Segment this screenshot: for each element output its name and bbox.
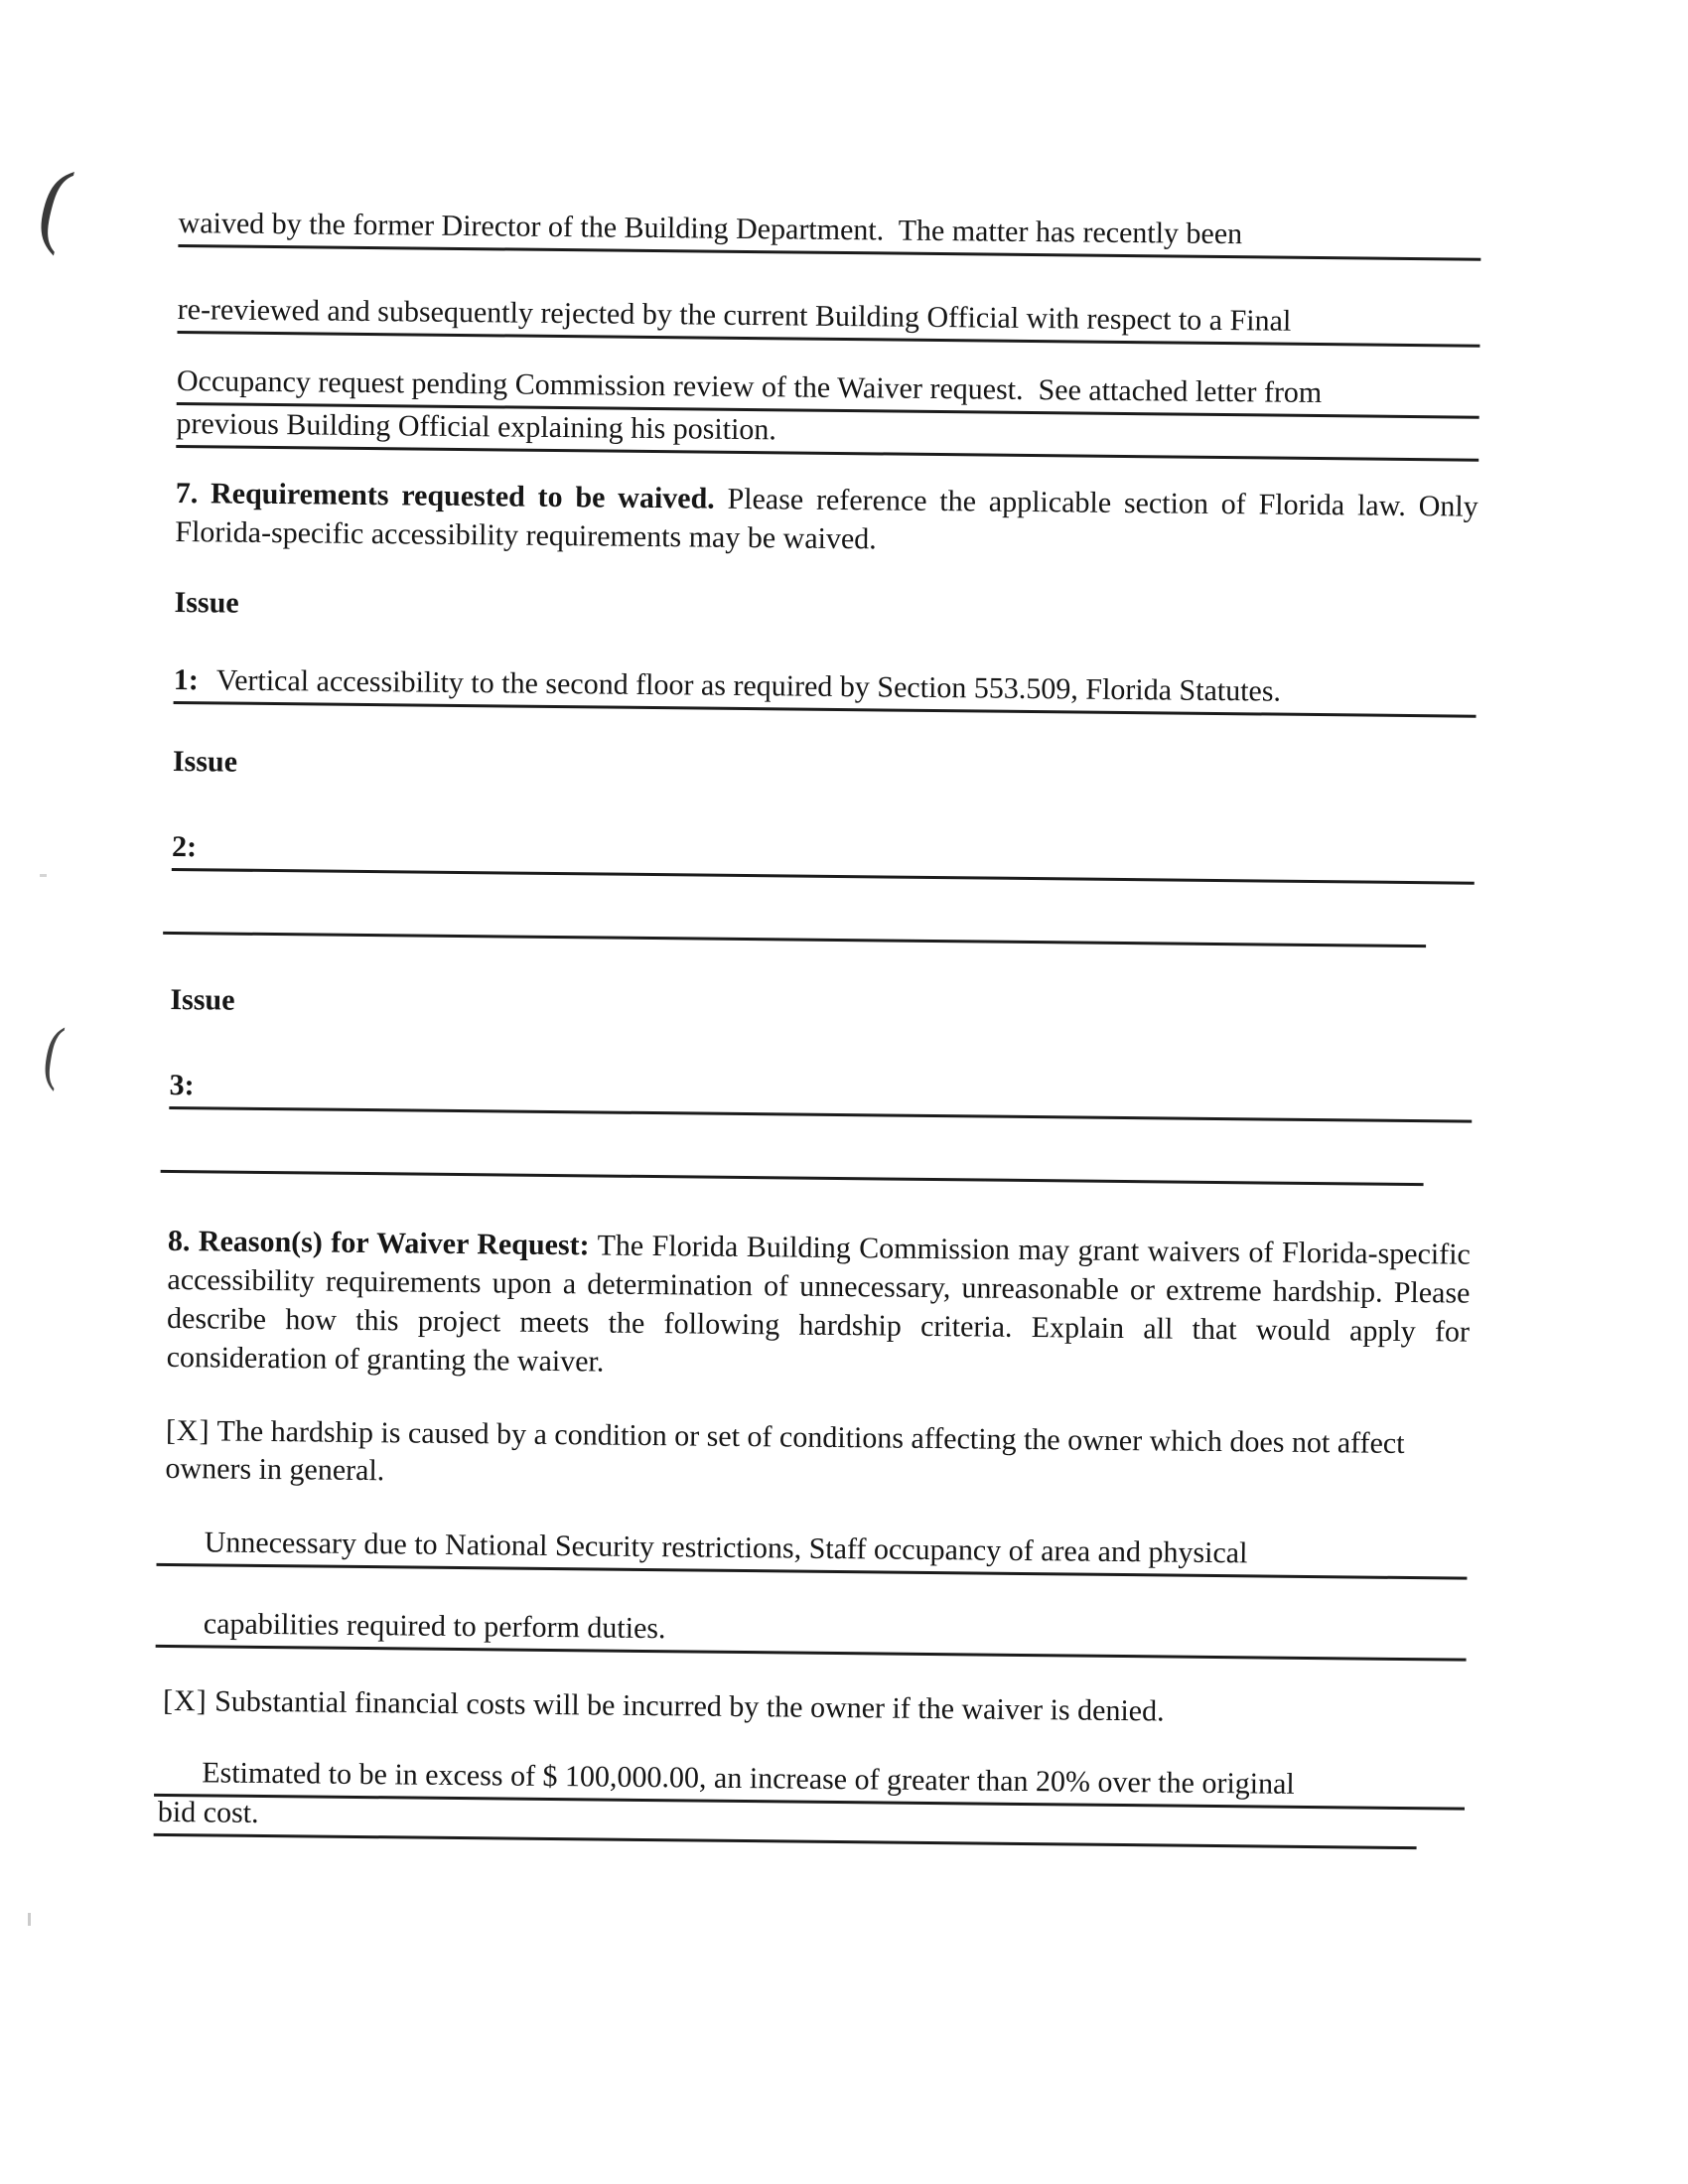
issue-1-label: Issue [174,585,239,620]
criterion-1-response-line [156,1526,1467,1580]
section-7-body: Please reference the applicable section of Florida law. Only Florida-specific accessibility requirements may be waived. [175,482,1478,556]
answer-text: waived by the former Director of the Building Department. The matter has recently been [178,206,1243,251]
response-text: bid cost. [154,1796,1417,1849]
response-text: capabilities required to perform duties. [156,1607,1467,1662]
criterion-2-text: Substantial financial costs will be incurred by the owner if the waiver is denied. [207,1684,1165,1728]
response-text: Estimated to be in excess of $ 100,000.00, an increase of greater than 20% over the original [154,1756,1465,1811]
section-8-body: The Florida Building Commission may grant waivers of Florida-specific accessibility requirements upon a determination of unnecessary, unreasonable or extreme hardship. Please describe how this project meets the following hardship criteria. Explain all that would apply for consideration of granting the waiver. [166,1229,1472,1379]
issue-3-line [169,1061,1472,1123]
issue-3-blank-rule [161,1170,1424,1186]
issue-1-value: Vertical accessibility to the second floor as required by Section 553.509, Florida Statutes. [215,663,1282,708]
checked-checkbox-marker: [X] [162,1683,208,1718]
answer-line [178,199,1480,261]
issue-3-label: Issue [170,982,235,1017]
answer-text: re-reviewed and subsequently rejected by the current Building Official with respect to a Final [177,292,1292,338]
section-8-paragraph [166,1222,1471,1390]
section-8-heading: 8. Reason(s) for Waiver Request: [167,1224,590,1262]
section-7-paragraph [175,474,1478,565]
issue-1-number: 1: [173,662,200,697]
issue-2-number: 2: [171,829,198,864]
section-7-heading: 7. Requirements requested to be waived. [175,476,715,515]
issue-2-line [172,822,1475,885]
document-content [158,0,1483,2184]
issue-2-label: Issue [172,744,238,779]
scan-smudge [40,874,47,877]
issue-3-number: 3: [169,1068,195,1102]
criterion-1-text: The hardship is caused by a condition or set of conditions affecting the owner which does not affect owners in general. [165,1414,1405,1488]
checked-checkbox-marker: [X] [165,1413,211,1448]
issue-2-value [197,822,1475,869]
handwritten-paren-mark: ( [38,1011,70,1092]
criterion-1-statement [165,1412,1469,1502]
criterion-1-response-line [156,1607,1467,1662]
issue-1-line [174,663,1477,718]
issue-2-blank-rule [163,932,1426,947]
answer-text: previous Building Official explaining his position. [176,406,777,447]
issue-3-value [194,1061,1472,1107]
scan-smudge [28,1913,31,1926]
answer-line [177,285,1479,348]
handwritten-paren-mark: ( [29,147,82,257]
criterion-2-statement [163,1682,1466,1734]
response-text: Unnecessary due to National Security restrictions, Staff occupancy of area and physical [156,1526,1467,1580]
answer-text: Occupancy request pending Commission review of the Waiver request. See attached letter from [176,364,1323,410]
